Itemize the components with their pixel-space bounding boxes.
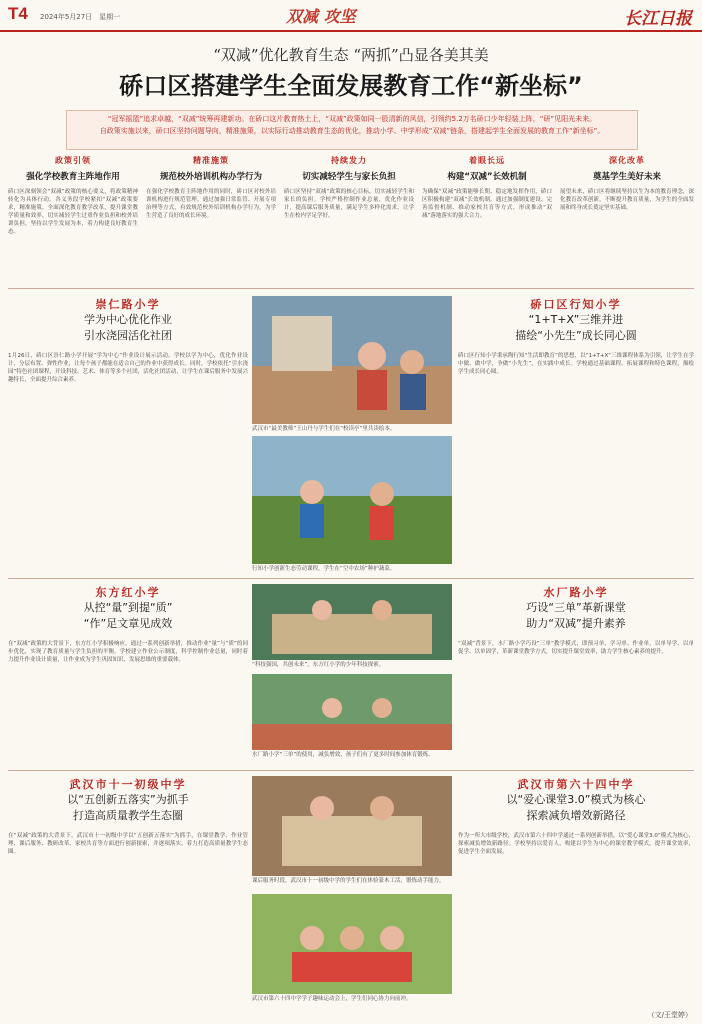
section-text: 为确保“双减”政策能够长期、稳定地发挥作用，硚口区积极构建“双减”长效机制。通过加强制度建设、完善监督机制、推动家校共育等方式，形成推动“双减”落地落实的强大合力。 (422, 189, 552, 219)
section-title: 奠基学生美好未来 (592, 172, 661, 182)
photo-caption: 武汉市第六十四中学学子趣味运动会上，学生们同心协力向前冲。 (252, 996, 412, 1002)
article-body: “双减”背景下，水厂路小学巧设“三单”教学模式，即预习单、学习单、作业单，以单导学、以单促学、以单固学，革新课堂教学方式，切实提升课堂效率，助力学生核心素养的提升。 (458, 641, 694, 655)
article-title-line: 探索减负增效新路径 (526, 809, 626, 822)
photo-caption: “科技强国，共创未来”，东方红小学的少年科技探索。 (252, 662, 385, 668)
photo-woodwork (252, 776, 452, 876)
lead-box (66, 110, 638, 150)
photo-caption: 行知小学创新生态劳动课程，学生在“空中农场”种护蔬菜。 (252, 566, 396, 572)
article-title-no11 (8, 776, 248, 824)
section-title: 构建“双减”长效机制 (447, 172, 527, 182)
school-name: 水厂路小学 (543, 586, 609, 599)
section-text: 硚口区坚持“双减”政策的核心目标，切实减轻学生和家长的负担。学校严格控制作业总量，优化作业设计，提高课后服务质量，满足学生多样化需求，让学生在校内学足学好。 (284, 189, 414, 219)
section-reform (560, 155, 694, 285)
photo-caption: 课后服务时段，武汉市十一初级中学的学生们在体验篆木工活，锻炼动手能力。 (252, 878, 445, 884)
school-name: 东方红小学 (95, 586, 161, 599)
article-title-line: 助力“双减”提升素养 (526, 617, 626, 630)
masthead (0, 0, 702, 32)
section-title: 强化学校教育主阵地作用 (26, 172, 120, 182)
paper-logo: 长江日报 (624, 9, 692, 29)
photo-games (252, 894, 452, 994)
section-keyword: 深化改革 (609, 156, 645, 165)
section-precision (146, 155, 276, 285)
article-title-chongren (8, 296, 248, 344)
section-keyword: 政策引领 (55, 156, 91, 165)
section-effort (284, 155, 414, 285)
article-title-line: 以“五创新五落实”为抓手 (67, 793, 189, 806)
article-title-line: 学为中心优化作业 (84, 313, 172, 326)
editor-credit: （文/王堂婷） (647, 1011, 692, 1019)
article-title-line: 描绘“小先生”成长同心圆 (515, 329, 637, 342)
section-title: 切实减轻学生与家长负担 (302, 172, 396, 182)
article-title-dongfanghong (8, 584, 248, 632)
article-body: 1月26日，硚口区崇仁路小学开展“学为中心”作业设计展示活动。学校以学为中心，优化作业设计，分层布置、弹性作业，让每个孩子都能在适合自己的作业中获得成长。同时，学校依托“引水浇园”特色社团课程，开设科技、艺术、体育等多个社团，活化社团活动，让学生在课后服务中发展兴趣特长，全面提升综合素养。 (8, 353, 248, 383)
divider (8, 578, 694, 579)
article-title-line: 以“爱心课堂3.0”模式为核心 (506, 793, 646, 806)
lead-line: 自政策实施以来，硚口区坚持问题导向，精准施策，以实际行动推动教育生态的优化，推动小学、中学形成“双减”链条，搭建起学生全面发展的教育工作“新坐标”。 (99, 127, 605, 135)
school-name: 硚口区行知小学 (530, 298, 622, 311)
photo-reading-booth (252, 296, 452, 424)
photo-sports (252, 674, 452, 750)
photo-caption: 水厂路小学“三单”的使用，减负增效，孩子们有了更多时间参加体育锻炼。 (252, 752, 434, 758)
article-body: 在“双减”政策的大背景下，武汉市十一初级中学以“五创新五落实”为抓手，在课堂教学、作业管理、课后服务、教研改革、家校共育等方面进行创新探索，并逐项落实，着力打造高质量教学生态圈。 (8, 833, 248, 855)
section-longterm (422, 155, 552, 285)
section-title: 规范校外培训机构办学行为 (159, 172, 262, 182)
page-number: T4 (8, 4, 28, 23)
article-body: 在“双减”政策的大背景下，东方红小学积极响应，通过一系列创新举措，推动作业“量”与“质”的同步优化，实现了教育质量与学生负担的平衡。学校建立作业公示制度，科学控制作业总量，同时着力提升作业设计质量，让作业成为学生巩固知识、发展思维的重要载体。 (8, 641, 248, 663)
section-text: 展望未来，硚口区将继续坚持以生为本的教育理念，深化教育改革创新，不断提升教育质量，为学生的全面发展和终身成长奠定坚实基础。 (560, 189, 694, 211)
intro-sections (8, 155, 694, 285)
lead-line: “冠军摇篮”追求卓越，“双减”统筹再建新功。在硚口这片教育热土上，“双减”政策如同一股清新的风信，引领约5.2万名硚口少年轻装上阵，“研”见阳光未来。 (107, 115, 597, 123)
section-keyword: 持续发力 (331, 156, 367, 165)
section-text: 在强化学校教育主阵地作用的同时，硚口区对校外培训机构进行规范管理。通过加强日常监管、开展专项治理等方式，有效规范校外培训机构办学行为，为学生营造了良好的成长环境。 (146, 189, 276, 219)
divider (8, 770, 694, 771)
section-text: 硚口区深刻领会“双减”政策的核心要义，将政策精神转化为具体行动。各义务段学校紧扣“双减”政策要求，精准施策，全面深化教育教学改革，提升课堂教学质量和效率，切实减轻学生过重作业负担和校外培训负担，坚持以学生发展为本，着力构建良好教育生态。 (8, 189, 138, 235)
article-title-line: 引水浇园活化社团 (84, 329, 172, 342)
section-keyword: 精准施策 (193, 156, 229, 165)
column-title: 双减 攻坚 (286, 7, 356, 26)
article-title-line: 巧设“三单”革新课堂 (526, 601, 626, 614)
school-name: 武汉市第六十四中学 (517, 778, 635, 791)
article-title-line: “1+T+X”三维并进 (528, 313, 624, 326)
subheadline: “双减”优化教育生态 “两抓”凸显各美其美 (213, 46, 489, 64)
issue-date: 2024年5月27日 星期一 (40, 13, 121, 21)
article-body: 硚口区行知小学秉承陶行知“生活即教育”的思想，以“1+T+X”三维课程体系为引领，让学生在学中做、做中学，争做“小先生”，在实践中成长。学校通过基础课程、拓展课程和特色课程，描绘学生成长同心圆。 (458, 353, 694, 375)
article-title-line: “作”足文章见成效 (83, 617, 173, 630)
headline: 硚口区搭建学生全面发展教育工作“新坐标” (119, 72, 583, 100)
article-title-xingzhi (458, 296, 694, 344)
article-title-line: 打造高质量教学生态圈 (73, 809, 183, 822)
divider (8, 288, 694, 289)
section-policy (8, 155, 138, 285)
school-name: 武汉市十一初级中学 (69, 778, 187, 791)
photo-science-club (252, 584, 452, 660)
photo-caption: 武汉市“最美教师”王山丹与学生们在“校读亭”里共读绘本。 (252, 426, 396, 432)
photo-sky-farm (252, 436, 452, 564)
article-title-no64 (458, 776, 694, 824)
school-name: 崇仁路小学 (95, 298, 161, 311)
section-keyword: 着眼长远 (469, 156, 505, 165)
article-body: 作为一所大市级学校，武汉市第六十四中学通过一系列创新举措，以“爱心课堂3.0”模式为核心，探索减负增效新路径。学校坚持以爱育人，构建以学生为中心的课堂教学模式，提升课堂效率，促进学生全面发展。 (458, 833, 694, 855)
article-title-line: 从控“量”到提“质” (83, 601, 173, 614)
article-title-shuichang (458, 584, 694, 632)
